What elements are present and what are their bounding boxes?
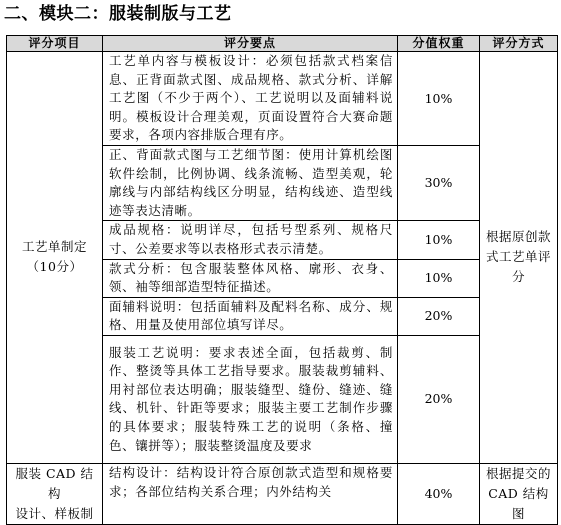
method-line: 分 (511, 269, 525, 285)
header-item: 评分项目 (7, 36, 103, 52)
requirement-cell: 工艺单内容与模板设计：必须包括款式档案信息、正背面款式图、成品规格、款式分析、详解工艺图（不少于两个）、工艺说明以及面辅料说明。模板设计合理美观，页面设置符合大赛命题要求，各项内容排版合理有序。 (103, 52, 398, 146)
criterion-cell (7, 52, 103, 464)
requirement-cell: 成品规格：说明详尽，包括号型系列、规格尺寸、公差要求等以表格形式表示清楚。 (103, 221, 398, 259)
criterion-line: （10分） (26, 259, 83, 275)
criterion-cell (7, 463, 103, 524)
requirement-cell: 服装工艺说明：要求表述全面，包括裁剪、制作、整烫等具体工艺指导要求。服装裁剪辅料、用衬部位表达明确；服装缝型、缝份、缝迹、缝线、机针、针距等要求；服装主要工艺制作步骤的具体要求；服装特殊工艺的说明（条格、撞色、镶拼等）；服装整烫温度及要求 (103, 335, 398, 463)
weight-cell: 20% (398, 335, 480, 463)
requirement-cell: 正、背面款式图与工艺细节图：使用计算机绘图软件绘制，比例协调、线条流畅、造型美观，轮廓线与内部结构线区分明显，结构线迹、造型线迹等表达清晰。 (103, 146, 398, 221)
method-line: 根据原创款 (485, 229, 551, 245)
method-cell (480, 52, 558, 464)
header-weight: 分值权重 (398, 36, 480, 52)
table-row (7, 463, 558, 524)
requirement-cell: 结构设计：结构设计符合原创款式造型和规格要求；各部位结构关系合理；内外结构关 (103, 463, 398, 524)
method-line: CAD 结构图 (488, 485, 549, 521)
method-line: 式工艺单评 (485, 249, 551, 265)
weight-cell: 40% (398, 463, 480, 524)
weight-cell: 10% (398, 221, 480, 259)
table-row (7, 52, 558, 146)
criterion-line: 工艺单制定 (21, 239, 87, 255)
weight-cell: 10% (398, 259, 480, 297)
requirement-cell: 面辅料说明：包括面辅料及配料名称、成分、规格、用量及使用部位填写详尽。 (103, 297, 398, 335)
method-line: 根据提交的 (485, 465, 551, 481)
method-cell (480, 463, 558, 524)
weight-cell: 20% (398, 297, 480, 335)
requirement-cell: 款式分析：包含服装整体风格、廓形、衣身、领、袖等细部造型特征描述。 (103, 259, 398, 297)
criterion-line: 设计、样板制 (15, 505, 94, 521)
header-method: 评分方式 (480, 36, 558, 52)
criterion-line: 服装 CAD 结构 (15, 465, 94, 501)
weight-cell: 30% (398, 146, 480, 221)
section-heading: 二、模块二：服装制版与工艺 (4, 4, 232, 24)
table-header-row (7, 36, 558, 52)
scoring-table (6, 35, 558, 525)
header-requirements: 评分要点 (103, 36, 398, 52)
weight-cell: 10% (398, 52, 480, 146)
